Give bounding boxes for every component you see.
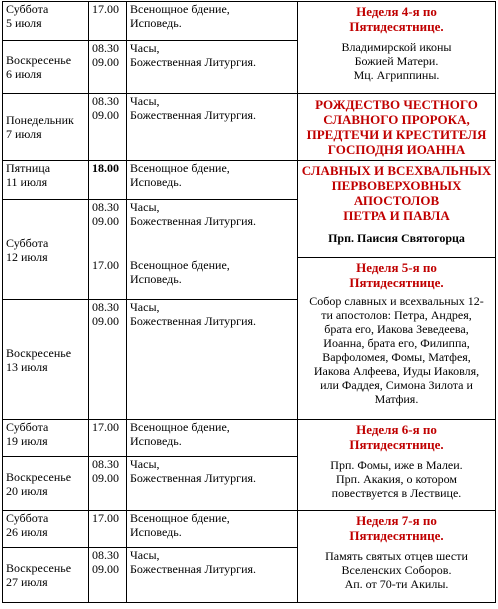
feast-cell [298, 94, 496, 161]
date-text: Суббота 5 июля [6, 2, 49, 30]
time-text: 08.30 09.00 [92, 41, 119, 69]
service-text: Часы, Божественная Литургия. [130, 457, 257, 485]
table-row [3, 2, 496, 41]
feast-note: Память святых отцев шести Вселенских Соборов. Ап. от 70-ти Акилы. [325, 549, 468, 591]
service-text: Всенощное бдение, Исповедь. [130, 420, 230, 448]
date-cell [3, 511, 89, 548]
date-cell [3, 200, 89, 300]
schedule-table [2, 1, 496, 603]
time-text: 17.00 [92, 511, 119, 525]
feast-cell [298, 511, 496, 603]
date-cell [3, 457, 89, 511]
time-cell [89, 548, 127, 603]
service-text: Часы, Божественная Литургия. [130, 200, 257, 228]
time-text: 17.00 [92, 2, 119, 16]
service-cell [127, 161, 298, 200]
feast-cell [298, 2, 496, 94]
service-text: Всенощное бдение, Исповедь. [130, 2, 230, 30]
feast-note: Владимирской иконы Божией Матери. Мц. Агриппины. [341, 40, 452, 82]
service-text: Всенощное бдение, Исповедь. [130, 161, 230, 189]
feast-title: Неделя 5-я по Пятидесятнице. [349, 260, 444, 290]
date-text: Воскресенье 13 июля [6, 345, 72, 374]
time-text: 08.30 09.00 [92, 457, 119, 485]
date-cell [3, 161, 89, 200]
time-cell [89, 200, 127, 258]
date-cell [3, 41, 89, 94]
date-cell [3, 548, 89, 603]
date-cell [3, 300, 89, 420]
date-text: Воскресенье 27 июля [6, 561, 72, 589]
service-text: Часы, Божественная Литургия. [130, 548, 257, 576]
feast-title: Неделя 7-я по Пятидесятнице. [349, 513, 444, 543]
time-cell [89, 511, 127, 548]
service-cell [127, 511, 298, 548]
service-text: Часы, Божественная Литургия. [130, 94, 257, 122]
table-row [3, 94, 496, 161]
feast-title: РОЖДЕСТВО ЧЕСТНОГО СЛАВНОГО ПРОРОКА, ПРЕДТЕЧИ И КРЕСТИТЕЛЯ ГОСПОДНЯ ИОАННА [306, 97, 487, 157]
date-text: Суббота 12 июля [6, 235, 49, 264]
time-cell [89, 94, 127, 161]
feast-cell [298, 161, 496, 258]
service-text: Часы, Божественная Литургия. [130, 300, 257, 328]
date-text: Понедельник 7 июля [6, 113, 74, 141]
service-cell [127, 457, 298, 511]
time-text: 08.30 09.00 [92, 94, 119, 122]
time-text: 08.30 09.00 [92, 548, 119, 576]
time-text: 17.00 [92, 257, 119, 272]
time-cell [89, 161, 127, 200]
date-cell [3, 94, 89, 161]
table-row [3, 511, 496, 548]
service-text: Всенощное бдение, Исповедь. [130, 257, 230, 286]
date-text: Воскресенье 20 июля [6, 469, 72, 498]
feast-note: Прп. Фомы, иже в Малеи. Прп. Акакия, о котором повествуется в Лествице. [330, 458, 463, 500]
time-text: 17.00 [92, 420, 119, 434]
date-text: Суббота 26 июля [6, 511, 49, 539]
service-text: Всенощное бдение, Исповедь. [130, 511, 230, 539]
feast-cell [298, 420, 496, 511]
feast-note: Собор славных и всехвальных 12- ти апостолов: Петра, Андрея, брата его, Иакова Зеведеева, Иоанна, брата его, Филиппа, Варфоломея, Фомы, Матфея, Иакова Алфеева, Иуды Иаковля, или Фаддея, Симона Зилота и Матфия. [309, 294, 484, 406]
service-cell [127, 2, 298, 41]
date-text: Суббота 19 июля [6, 420, 49, 448]
feast-title: СЛАВНЫХ И ВСЕХВАЛЬНЫХ ПЕРВОВЕРХОВНЫХ АПОСТОЛОВ ПЕТРА И ПАВЛА [301, 163, 492, 223]
service-cell [127, 300, 298, 420]
feast-title: Неделя 6-я по Пятидесятнице. [349, 422, 444, 452]
service-cell [127, 94, 298, 161]
time-cell [89, 258, 127, 300]
service-cell [127, 258, 298, 300]
feast-note: Прп. Паисия Святогорца [328, 231, 465, 245]
feast-cell [298, 258, 496, 420]
time-text: 18.00 [92, 161, 119, 175]
service-cell [127, 41, 298, 94]
service-cell [127, 200, 298, 258]
feast-title: Неделя 4-я по Пятидесятнице. [349, 4, 444, 34]
date-text: Пятница 11 июля [6, 161, 51, 189]
time-cell [89, 41, 127, 94]
service-text: Часы, Божественная Литургия. [130, 41, 257, 69]
service-cell [127, 548, 298, 603]
time-text: 08.30 09.00 [92, 200, 119, 228]
table-row [3, 420, 496, 457]
date-text: Воскресенье 6 июля [6, 53, 72, 81]
time-cell [89, 420, 127, 457]
time-cell [89, 300, 127, 420]
time-text: 08.30 09.00 [92, 300, 119, 328]
time-cell [89, 2, 127, 41]
date-cell [3, 420, 89, 457]
table-row [3, 161, 496, 200]
time-cell [89, 457, 127, 511]
service-cell [127, 420, 298, 457]
date-cell [3, 2, 89, 41]
